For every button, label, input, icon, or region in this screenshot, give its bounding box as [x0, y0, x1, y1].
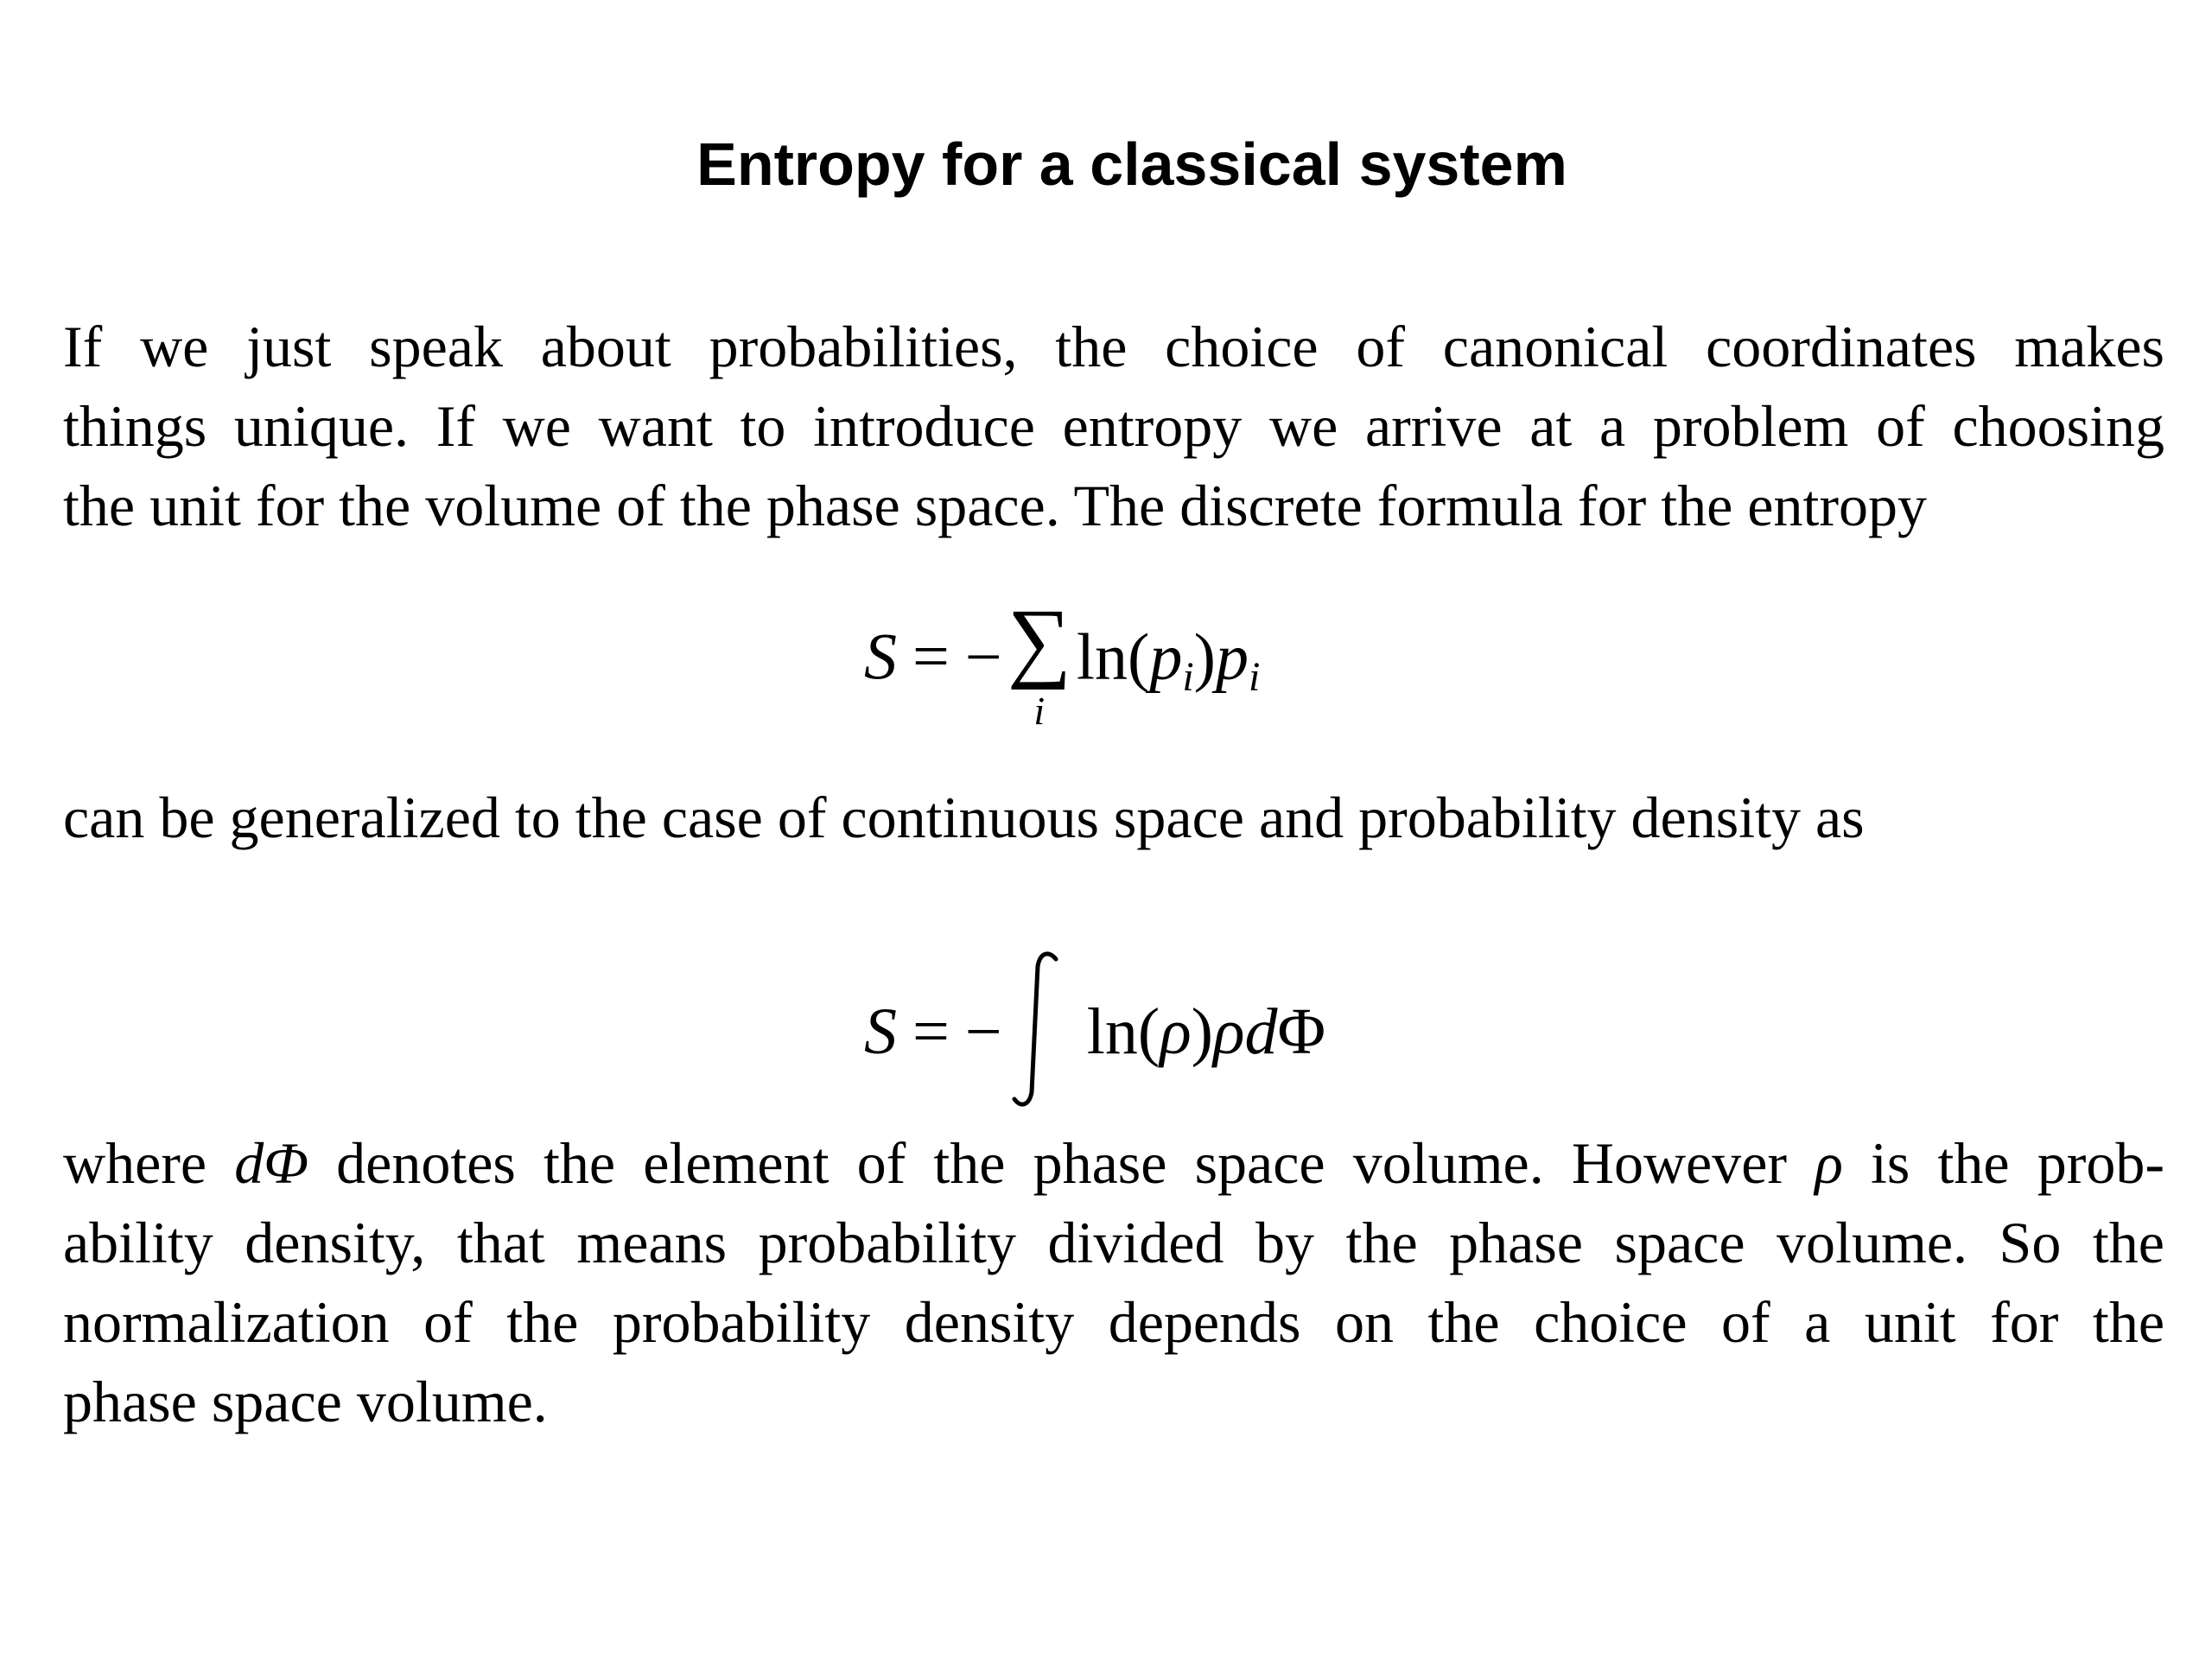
eq-symbol: =: [912, 995, 950, 1068]
text-span: is the prob-: [1842, 1130, 2165, 1196]
paragraph-line: [63, 1123, 2164, 1203]
sum-sign: ∑: [1007, 591, 1071, 690]
eq-symbol: p: [1215, 620, 1249, 694]
eq-symbol: S: [864, 995, 897, 1068]
paragraph-line: normalization of the probability density depends on the choice of a unit for the: [63, 1289, 2164, 1355]
eq-symbol: S: [864, 620, 897, 694]
eq-symbol: ): [1191, 995, 1213, 1068]
sum-index: i: [1033, 689, 1046, 733]
eq-symbol: −: [964, 620, 1002, 694]
text-span: denotes the element of the phase space volume. However: [308, 1130, 1815, 1196]
paragraph-line: can be generalized to the case of continuous space and probability density as: [63, 785, 1865, 850]
paragraph-line: phase space volume.: [63, 1369, 548, 1434]
paragraph-line: If we just speak about probabilities, the choice of canonical coordinates makes: [63, 314, 2164, 379]
summation: [1007, 591, 1071, 733]
paragraph-line: the unit for the volume of the phase space. The discrete formula for the entropy: [63, 473, 1928, 538]
slide-title: Entropy for a classical system: [696, 130, 1567, 198]
eq-symbol: ln: [1086, 995, 1138, 1068]
paragraph-line: things unique. If we want to introduce entropy we arrive at a problem of choosing: [63, 393, 2164, 459]
eq-symbol: Φ: [1277, 995, 1326, 1068]
eq-symbol: ρ: [1212, 995, 1245, 1068]
eq-symbol: =: [912, 620, 950, 694]
continuous-entropy-equation: [864, 950, 1325, 1126]
eq-symbol: (: [1128, 620, 1150, 694]
eq-symbol: ): [1193, 620, 1216, 694]
eq-subscript: i: [1182, 654, 1194, 701]
paragraph-intro: [63, 307, 2164, 545]
integral-sign-icon: [1011, 947, 1063, 1122]
eq-symbol: d: [1244, 995, 1278, 1068]
eq-subscript: i: [1248, 654, 1261, 701]
eq-symbol: p: [1149, 620, 1183, 694]
eq-symbol: ln: [1076, 620, 1128, 694]
eq-symbol: ρ: [1160, 995, 1192, 1068]
eq-symbol: −: [964, 995, 1002, 1068]
text-span: where: [63, 1130, 235, 1196]
inline-math: ρ: [1815, 1130, 1843, 1196]
inline-math: dΦ: [234, 1130, 309, 1196]
paragraph-line: ability density, that means probability divided by the phase space volume. So the: [63, 1210, 2164, 1275]
paragraph-explanation: [63, 1123, 2164, 1441]
paragraph-transition: [63, 778, 2164, 857]
eq-symbol: (: [1137, 995, 1160, 1068]
discrete-entropy-equation: [864, 591, 1261, 733]
